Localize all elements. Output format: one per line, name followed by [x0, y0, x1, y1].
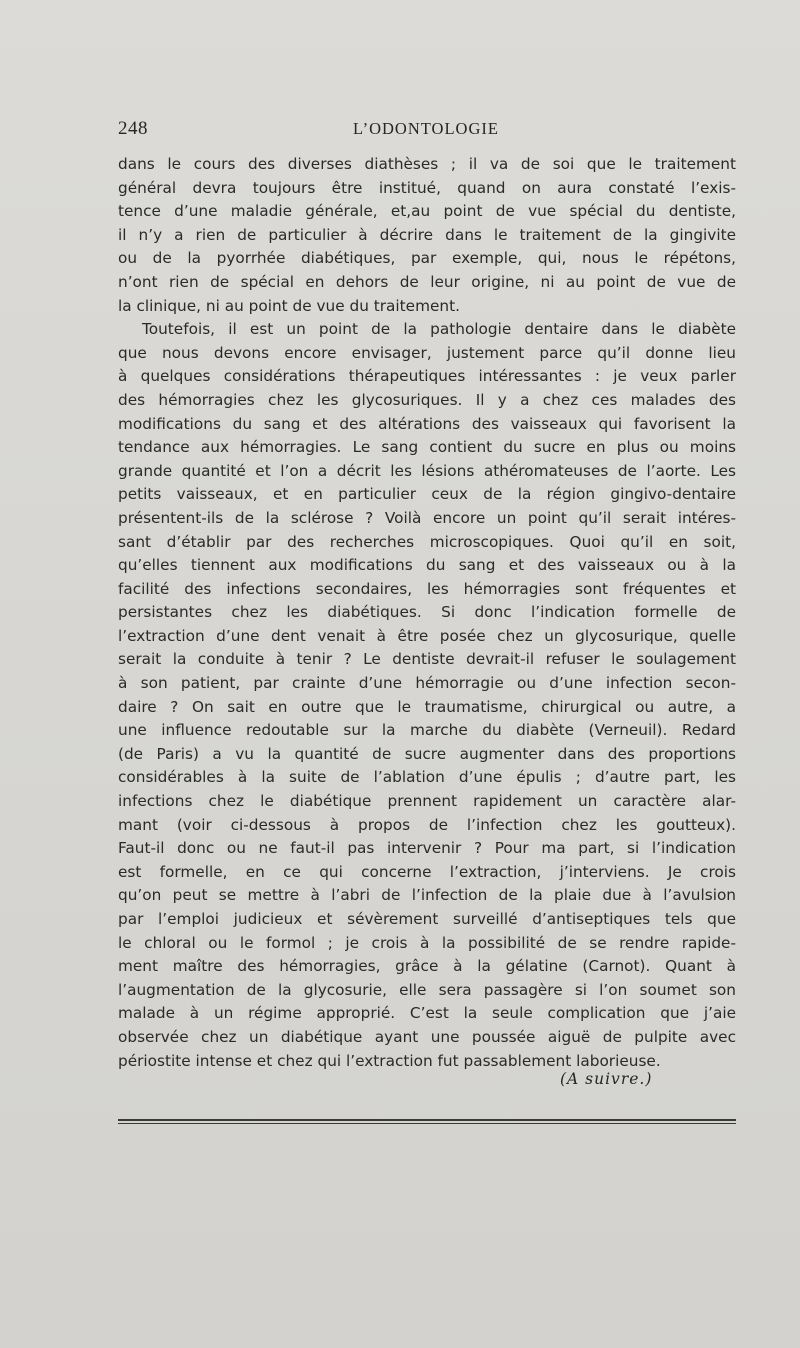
text-line: grande quantité et l’on a décrit les lésions athéromateuses de l’aorte. Les: [118, 461, 736, 480]
end-rule: [118, 1119, 736, 1121]
text-line: considérables à la suite de l’ablation d’une épulis ; d’autre part, les: [118, 768, 736, 787]
text-line: n’ont rien de spécial en dehors de leur origine, ni au point de vue de: [118, 272, 736, 291]
text-line: daire ? On sait en outre que le traumatisme, chirurgical ou autre, a: [118, 697, 736, 716]
text-line: tence d’une maladie générale, et,au point de vue spécial du dentiste,: [118, 202, 736, 221]
text-line: malade à un régime approprié. C’est la seule complication que j’aie: [118, 1004, 736, 1023]
text-line: mant (voir ci-dessous à propos de l’infection chez les goutteux).: [118, 815, 736, 834]
article-body: [118, 153, 736, 1073]
text-line: à son patient, par crainte d’une hémorragie ou d’une infection secon-: [118, 674, 736, 693]
text-line: est formelle, en ce qui concerne l’extraction, j’interviens. Je crois: [118, 862, 736, 881]
text-line: l’extraction d’une dent venait à être posée chez un glycosurique, quelle: [118, 626, 736, 645]
text-line: la clinique, ni au point de vue du traitement.: [118, 296, 460, 315]
text-line: général devra toujours être institué, quand on aura constaté l’exis-: [118, 178, 736, 197]
paragraph: [118, 318, 736, 1073]
paragraph: [118, 153, 736, 318]
text-line: périostite intense et chez qui l’extraction fut passablement laborieuse.: [118, 1051, 661, 1070]
end-rule-thin: [118, 1123, 736, 1124]
text-line: Toutefois, il est un point de la pathologie dentaire dans le diabète: [142, 320, 736, 339]
text-line: l’augmentation de la glycosurie, elle sera passagère si l’on soumet son: [118, 980, 736, 999]
text-line: une influence redoutable sur la marche du diabète (Verneuil). Redard: [118, 721, 736, 740]
text-line: serait la conduite à tenir ? Le dentiste devrait-il refuser le soulagement: [118, 650, 736, 669]
text-line: qu’elles tiennent aux modifications du sang et des vaisseaux ou à la: [118, 556, 736, 575]
page-number: 248: [118, 118, 148, 139]
text-line: (de Paris) a vu la quantité de sucre augmenter dans des proportions: [118, 744, 736, 763]
page-header: [118, 118, 734, 148]
text-line: par l’emploi judicieux et sévèrement surveillé d’antiseptiques tels que: [118, 910, 736, 928]
text-line: ment maître des hémorragies, grâce à la gélatine (Carnot). Quant à: [118, 957, 736, 976]
text-line: observée chez un diabétique ayant une poussée aiguë de pulpite avec: [118, 1027, 736, 1046]
text-line: dans le cours des diverses diathèses ; il va de soi que le traitement: [118, 155, 736, 173]
text-line: facilité des infections secondaires, les hémorragies sont fréquentes et: [118, 579, 736, 598]
text-line: que nous devons encore envisager, justement parce qu’il donne lieu: [118, 343, 736, 362]
running-title: L’ODONTOLOGIE: [353, 119, 499, 138]
text-line: ou de la pyorrhée diabétiques, par exemple, qui, nous le répétons,: [118, 249, 736, 268]
text-line: sant d’établir par des recherches microscopiques. Quoi qu’il en soit,: [118, 532, 736, 551]
text-line: à quelques considérations thérapeutiques intéressantes : je veux parler: [118, 367, 736, 386]
text-line: petits vaisseaux, et en particulier ceux de la région gingivo-dentaire: [118, 485, 736, 504]
text-line: qu’on peut se mettre à l’abri de l’infection de la plaie due à l’avulsion: [118, 886, 736, 905]
text-line: infections chez le diabétique prennent rapidement un caractère alar-: [118, 792, 736, 811]
text-line: le chloral ou le formol ; je crois à la possibilité de se rendre rapide-: [118, 933, 736, 952]
text-line: persistantes chez les diabétiques. Si donc l’indication formelle de: [118, 603, 736, 622]
text-line: tendance aux hémorragies. Le sang contient du sucre en plus ou moins: [118, 438, 736, 457]
text-line: des hémorragies chez les glycosuriques. Il y a chez ces malades des: [118, 390, 736, 409]
continuation-note: (A suivre.): [560, 1070, 653, 1088]
text-line: présentent-ils de la sclérose ? Voilà encore un point qu’il serait intéres-: [118, 508, 736, 527]
text-line: Faut-il donc ou ne faut-il pas intervenir ? Pour ma part, si l’indication: [118, 839, 736, 858]
text-line: il n’y a rien de particulier à décrire dans le traitement de la gingivite: [118, 225, 736, 244]
text-line: modifications du sang et des altérations des vaisseaux qui favorisent la: [118, 414, 736, 433]
